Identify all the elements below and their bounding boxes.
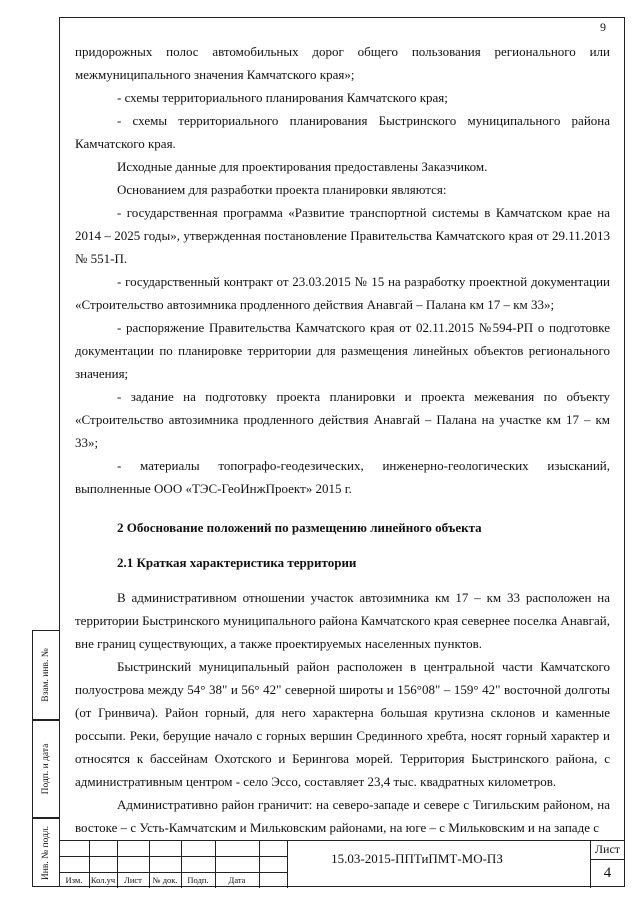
stamp-col-data: Дата (228, 875, 246, 885)
paragraph: придорожных полос автомобильных дорог общего пользования регионального или межмуниципального значения Камчатского края»; (75, 44, 610, 82)
paragraph: - материалы топографо-геодезических, инженерно-геологических изысканий, выполненные ООО «ТЭС-ГеоИнжПроект» 2015 г. (75, 458, 610, 496)
stamp-col-izm: Изм. (65, 875, 83, 885)
stamp-col-list: Лист (124, 875, 142, 885)
stamp-col-podp: Подп. (187, 875, 209, 885)
side-field-podp (32, 720, 59, 818)
side-label-vzam: Взам. инв. № (41, 648, 51, 702)
subsection-heading: 2.1 Краткая характеристика территории (117, 555, 357, 570)
paragraph: - государственная программа «Развитие транспортной системы в Камчатском крае на 2014 – 2025 годы», утвержденная постановление Правительства Камчатского края от 29.11.2013 № 551-П. (75, 205, 610, 266)
stamp-col-ndok: № док. (152, 875, 178, 885)
side-field-vzam (32, 630, 59, 720)
paragraph: Основанием для разработки проекта планировки являются: (117, 182, 447, 197)
document-body (75, 40, 610, 839)
paragraph: - схемы территориального планирования Быстринского муниципального района Камчатского края. (75, 113, 610, 151)
title-block (59, 840, 625, 888)
paragraph: Исходные данные для проектирования предоставлены Заказчиком. (117, 159, 488, 174)
side-label-podp: Подп. и дата (41, 743, 51, 795)
page-number: 9 (600, 20, 606, 34)
side-label-inv: Инв. № подл. (41, 825, 51, 880)
document-code: 15.03-2015-ППТиПМТ-МО-ПЗ (331, 851, 503, 866)
side-field-inv (32, 818, 59, 887)
paragraph: - задание на подготовку проекта планировки и проекта межевания по объекту «Строительство автозимника продленного действия Анавгай – Палана на участке км 17 – км 33»; (75, 389, 610, 450)
paragraph: - распоряжение Правительства Камчатского края от 02.11.2015 №594-РП о подготовке документации по планировке территории для размещения линейных объектов регионального значения; (75, 320, 610, 381)
sheet-number: 4 (603, 865, 612, 881)
paragraph: - государственный контракт от 23.03.2015 № 15 на разработку проектной документации «Строительство автозимника продленного действия Анавгай – Палана км 17 – км 33»; (75, 274, 610, 312)
paragraph: В административном отношении участок автозимника км 17 – км 33 расположен на территории Быстринского муниципального района Камчатского края севернее поселка Анавгай, вне границ существующих, а также проектируемых населенных пунктов. (75, 590, 610, 651)
paragraph: - схемы территориального планирования Камчатского края; (117, 90, 448, 105)
sheet-label: Лист (594, 842, 621, 856)
paragraph: Административно район граничит: на северо-западе и севере с Тигильским районом, на востоке – с Усть-Камчатским и Мильковским районами, на юге – с Мильковским и на западе с (75, 797, 610, 835)
stamp-col-koluch: Кол.уч (90, 875, 116, 885)
section-heading: 2 Обоснование положений по размещению линейного объекта (117, 520, 482, 535)
paragraph: Быстринский муниципальный район расположен в центральной части Камчатского полуострова между 54° 38" и 56° 42" северной широты и 156°08" – 159° 42" восточной долготы (от Гринвича). Район горный, для него характерна большая крутизна склонов и каменные россыпи. Реки, берущие начало с горных вершин Срединного хребта, носят горный характер и относятся к бассейнам Охотского и Берингова морей. Территория Быстринского района, с административным центром - село Эссо, составляет 23,4 тыс. квадратных километров. (75, 659, 610, 789)
